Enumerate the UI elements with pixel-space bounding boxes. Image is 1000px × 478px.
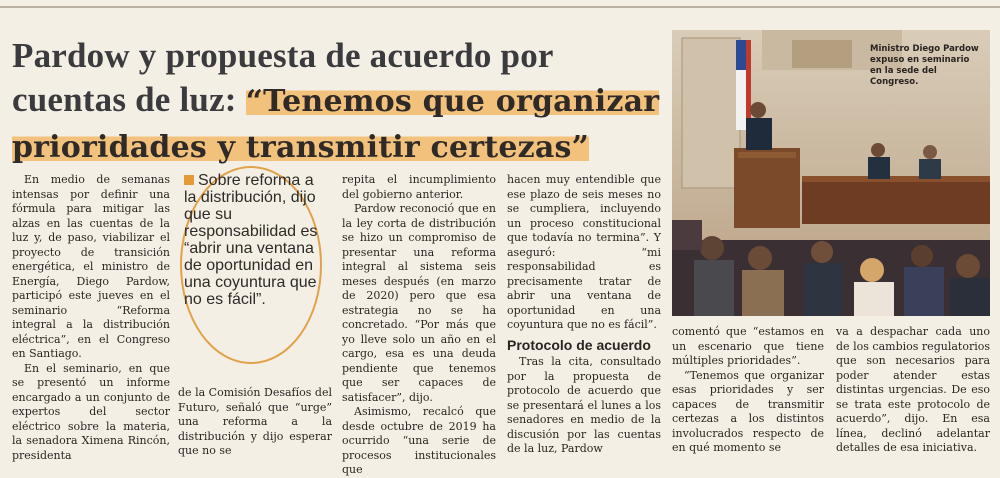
article-column-3	[342, 173, 496, 478]
paragraph: Tras la cita, consultado por la propuesta de protocolo de acuerdo que se presentará el lunes a los senadores en medio de la discusión por las cuentas de la luz, Pardow	[507, 355, 661, 455]
paragraph: de la Comisión Desafíos del Futuro, señaló que “urge” una reforma a la distribución y dijo esperar que no se	[178, 386, 332, 457]
article-column-4	[507, 173, 661, 333]
article-column-1	[12, 173, 170, 463]
paragraph: En medio de semanas intensas por definir una fórmula para mitigar las alzas en las cuentas de la luz y, de paso, viabilizar el proyecto de transición energética, el ministro de Energía, Diego Pardow, participó este jueves en el seminario “Reforma integral a la distribución eléctrica”, en el Congreso en Santiago.	[12, 173, 170, 360]
paragraph: Pardow reconoció que en la ley corta de distribución se hizo un compromiso de presentar una reforma integral al sistema seis meses después (en marzo de 2020) pero que esa estrategia no se ha concretado. “Por más que yo lleve solo un año en el cargo, esa es una deuda pendiente que tenemos que ser capaces de satisfacer”, dijo.	[342, 202, 496, 404]
paragraph: va a despachar cada uno de los cambios regulatorios que son necesarios para poder atender estas distintas urgencias. De eso se trata este protocolo de acuerdo”, dijo. En esa línea, declinó adelantar detalles de esa iniciativa.	[836, 325, 990, 454]
paragraph: comentó que “estamos en un escenario que tiene múltiples prioridades”.	[672, 325, 824, 367]
paragraph: hacen muy entendible que ese plazo de seis meses no se cumpliera, incluyendo un proceso constitucional que todavía no termina”. Y aseguró: “mi responsabilidad es precisamente tratar de abrir una ventana de oportunidad en una coyuntura que no es fácil”.	[507, 173, 661, 331]
article-column-2	[178, 386, 332, 459]
pullquote	[184, 172, 329, 308]
paragraph: “Tenemos que organizar esas prioridades y ser capaces de transmitir certezas a los distintos involucrados respecto de en qué momento se	[672, 368, 824, 454]
headline-quote: “Tenemos que organizar prioridades y transmitir certezas”	[12, 84, 660, 165]
photo-caption: Ministro Diego Pardow expuso en seminario en la sede del Congreso.	[870, 44, 979, 87]
article-column-5	[672, 325, 824, 456]
section-subhead: Protocolo de acuerdo	[507, 337, 651, 353]
article-column-4-continued	[507, 355, 661, 457]
paragraph: En el seminario, en que se presentó un informe encargado a un conjunto de expertos del sector eléctrico sobre la materia, la senadora Ximena Rincón, presidenta	[12, 361, 170, 462]
article-photo	[672, 30, 990, 316]
square-bullet-icon	[184, 175, 194, 185]
paragraph: Asimismo, recalcó que desde octubre de 2019 ha ocurrido “una serie de procesos institucionales que	[342, 405, 496, 476]
headline	[12, 34, 662, 170]
paragraph: repita el incumplimiento del gobierno anterior.	[342, 173, 496, 201]
article-column-6	[836, 325, 990, 456]
top-rule	[0, 6, 1000, 8]
pullquote-text: Sobre reforma a la distribución, dijo que su responsabilidad es “abrir una ventana de oportunidad en una coyuntura que no es fácil”.	[184, 172, 318, 308]
headline-plain: Pardow y propuesta de acuerdo por cuentas de luz:	[12, 36, 554, 119]
